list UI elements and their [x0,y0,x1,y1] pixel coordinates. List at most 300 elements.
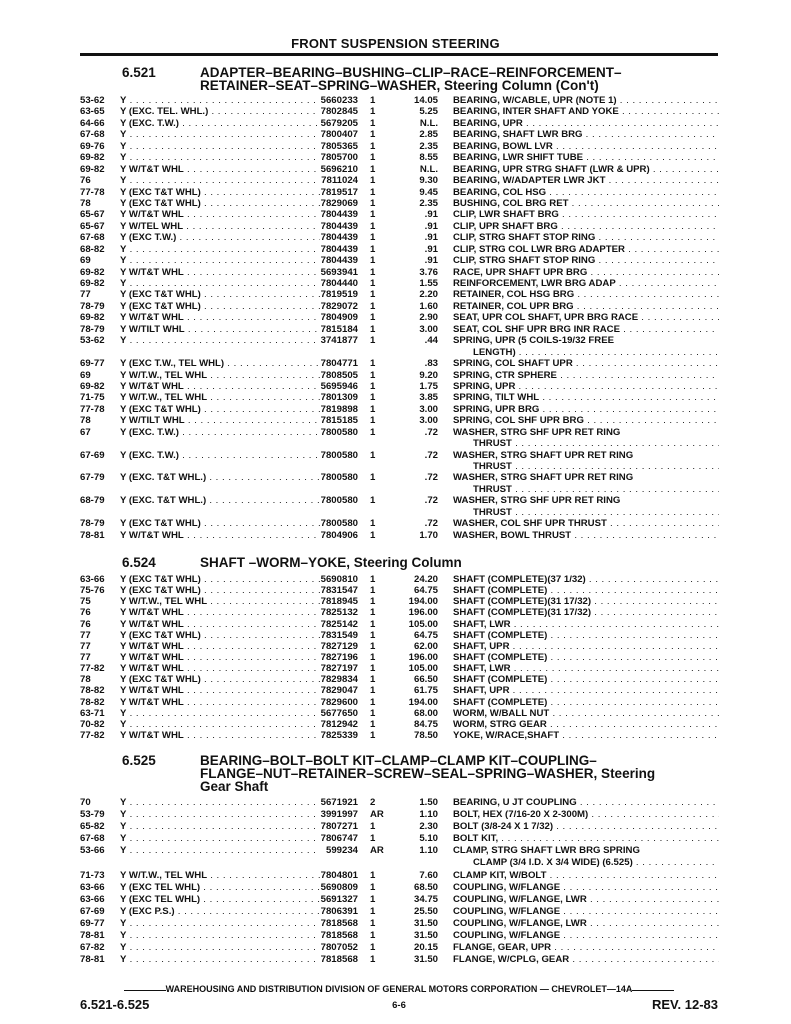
application: Y . . . [120,821,320,833]
table-row [80,833,720,845]
year: 78 [80,674,91,686]
application: Y . . . [120,708,320,719]
part-number: 7804439 [320,220,358,232]
table-row [80,882,720,894]
quantity: 1 [370,881,376,893]
quantity: 1 [370,596,376,608]
application: Y . . . [120,95,320,106]
quantity: 1 [370,718,376,730]
quantity: 1 [370,472,376,484]
part-number: 7825142 [320,618,358,630]
part-number: 5693941 [320,266,358,278]
table-row [80,495,720,518]
table-row [80,427,720,450]
table-row [80,663,720,674]
part-number: 7819519 [320,289,358,301]
application: Y W/T.W., TEL WHL . . . [120,370,320,381]
price: 84.75 [413,718,438,730]
application: Y W/T&T WHL . . . [120,730,320,741]
description: SHAFT, UPR . . . [453,641,719,652]
quantity: 1 [370,95,376,106]
quantity: 1 [370,106,376,118]
footer-publisher: WAREHOUSING AND DISTRIBUTION DIVISION OF GENERAL MOTORS CORPORATION — CHEVROLET—14A [165,984,633,994]
part-number: 7819898 [320,403,358,415]
part-number: 7818568 [320,930,358,942]
table-row [80,312,720,323]
year: 53-62 [80,95,105,106]
year: 67-82 [80,942,105,954]
year: 63-71 [80,707,105,719]
table-row [80,630,720,641]
year: 68-82 [80,243,105,255]
year: 69-77 [80,358,105,370]
price: 3.00 [419,403,438,415]
quantity: 1 [370,685,376,697]
part-number: 7819517 [320,186,358,198]
quantity: 1 [370,426,376,438]
table-row [80,472,720,495]
section-title-line: ADAPTER–BEARING–BUSHING–CLIP–RACE–REINFORCEMENT– [200,65,622,80]
description: CLIP, STRG SHAFT STOP RING . . . [453,255,719,266]
year: 67-68 [80,232,105,244]
description: COUPLING, W/FLANGE . . . [453,930,719,942]
description: BOLT (3/8-24 X 1 7/32) . . . [453,821,719,833]
application: Y W/T.W., TEL WHL . . . [120,596,320,607]
part-number: 7800580 [320,472,358,484]
table-row [80,415,720,426]
application: Y (EXC. TEL. WHL.) . . . [120,106,320,117]
price: 8.55 [419,152,438,164]
description: CLIP, LWR SHAFT BRG . . . [453,209,719,220]
year: 64-66 [80,117,105,129]
year: 63-65 [80,106,105,118]
price: 31.50 [413,954,438,966]
part-number: 7806391 [320,905,358,917]
table-row [80,232,720,243]
year: 76 [80,618,91,630]
table-row [80,175,720,186]
description: SPRING, TILT WHL . . . [453,392,719,403]
description: BOLT, HEX (7/16-20 X 2-300M) . . . [453,809,719,821]
description: SHAFT (COMPLETE) . . . [453,674,719,685]
year: 78-82 [80,696,105,708]
year: 63-66 [80,881,105,893]
year: 69-82 [80,152,105,164]
price: .72 [424,495,438,507]
description: BEARING, U JT COUPLING . . . [453,797,719,809]
application: Y (EXC. T.W.) . . . [120,450,320,461]
year: 65-82 [80,821,105,833]
price: 62.00 [413,640,438,652]
quantity: 1 [370,175,376,187]
description: WASHER, STRG SHAFT UPR RET RING [453,472,634,484]
quantity: 1 [370,574,376,585]
year: 67 [80,426,91,438]
section-6-524 [80,556,720,741]
application: Y (EXC TEL WHL) . . . [120,882,320,894]
description: FLANGE, GEAR, UPR . . . [453,942,719,954]
part-number: 7831549 [320,629,358,641]
quantity: 1 [370,869,376,881]
quantity: 1 [370,954,376,966]
application: Y (EXC T&T WHL) . . . [120,187,320,198]
year: 69-82 [80,380,105,392]
price: 5.25 [419,106,438,118]
application: Y W/T&T WHL . . . [120,381,320,392]
part-number: 7815185 [320,415,358,427]
part-number: 7800580 [320,518,358,530]
part-number: 7804801 [320,869,358,881]
table-row [80,370,720,381]
price: N.L. [419,117,438,129]
description: CLAMP, STRG SHAFT LWR BRG SPRING [453,845,640,857]
year: 69-82 [80,278,105,289]
price: 25.50 [413,905,438,917]
application: Y (EXC T&T WHL) . . . [120,630,320,641]
price: 64.75 [413,629,438,641]
part-number: 7804771 [320,358,358,370]
table-row [80,381,720,392]
price: .72 [424,449,438,461]
year: 75 [80,596,91,608]
application: Y (EXC T&T WHL) . . . [120,518,320,529]
section-number: 6.524 [122,555,156,570]
application: Y . . . [120,278,320,289]
quantity: 1 [370,358,376,370]
price: 31.50 [413,917,438,929]
table-row [80,450,720,473]
description: COUPLING, W/FLANGE, LWR . . . [453,918,719,930]
price: 64.75 [413,585,438,597]
application: Y W/TILT WHL . . . [120,415,320,426]
description: SPRING, CTR SPHERE . . . [453,370,719,381]
description: RACE, UPR SHAFT UPR BRG . . . [453,267,719,278]
quantity: 1 [370,335,376,347]
quantity: 1 [370,729,376,741]
description: BEARING, COL HSG . . . [453,187,719,198]
application: Y (EXC TEL WHL) . . . [120,894,320,906]
year: 67-69 [80,905,105,917]
quantity: 1 [370,323,376,335]
part-number: 7829072 [320,300,358,312]
price: 1.10 [419,809,438,821]
application: Y . . . [120,845,320,857]
application: Y W/T&T WHL . . . [120,663,320,674]
year: 69-82 [80,266,105,278]
table-row [80,845,720,869]
table-row [80,942,720,954]
part-number: 5690809 [320,881,358,893]
year: 76 [80,175,91,187]
application: Y (EXC. T.W.) . . . [120,118,320,129]
table-row [80,954,720,966]
year: 53-79 [80,809,105,821]
description: SHAFT (COMPLETE) . . . [453,630,719,641]
description-continued: THRUST . . . [473,438,719,449]
description-continued: THRUST . . . [473,461,719,472]
quantity: 1 [370,893,376,905]
price: 31.50 [413,930,438,942]
part-number: 3991997 [320,809,358,821]
table-row [80,797,720,809]
table-row [80,404,720,415]
table-row [80,821,720,833]
quantity: 1 [370,266,376,278]
description: SHAFT (COMPLETE)(31 17/32) . . . [453,596,719,607]
description: COUPLING, W/FLANGE . . . [453,906,719,918]
description: REINFORCEMENT, LWR BRG ADAP . . . [453,278,719,289]
description: WASHER, COL SHF UPR THRUST . . . [453,518,719,529]
table-row [80,607,720,618]
part-number: 7805700 [320,152,358,164]
quantity: 1 [370,163,376,175]
section-number: 6.525 [122,753,156,768]
table-row [80,730,720,741]
year: 78-79 [80,518,105,530]
section-title-line: FLANGE–NUT–RETAINER–SCREW–SEAL–SPRING–WASHER, Steering [200,766,656,781]
quantity: 1 [370,243,376,255]
price: 14.05 [413,95,438,106]
price: .91 [424,232,438,244]
application: Y W/T&T WHL . . . [120,209,320,220]
part-number: 7807052 [320,942,358,954]
year: 78-79 [80,300,105,312]
price: .72 [424,426,438,438]
year: 69 [80,369,91,381]
footer-publisher-line [80,984,718,994]
parts-list [80,797,720,966]
price: 1.70 [419,529,438,541]
description: SPRING, UPR . . . [453,381,719,392]
quantity: 1 [370,117,376,129]
description: SPRING, UPR BRG . . . [453,404,719,415]
year: 77-78 [80,186,105,198]
application: Y (EXC T.W.) . . . [120,232,320,243]
year: 77 [80,629,91,641]
table-row [80,674,720,685]
quantity: 1 [370,674,376,686]
application: Y . . . [120,954,320,966]
part-number: 599234 [325,845,358,857]
price: .91 [424,255,438,267]
table-row [80,574,720,585]
part-number: 7804439 [320,243,358,255]
year: 70 [80,797,91,808]
description-continued: THRUST . . . [473,484,719,495]
year: 53-62 [80,335,105,347]
page-number: 6-6 [392,1000,406,1011]
application: Y . . . [120,797,320,809]
table-row [80,324,720,335]
section-title-line: BEARING–BOLT–BOLT KIT–CLAMP–CLAMP KIT–COUPLING– [200,753,597,768]
part-number: 7818945 [320,596,358,608]
part-number: 3741877 [320,335,358,347]
price: 2.35 [419,197,438,209]
quantity: AR [370,845,384,857]
part-number: 7806747 [320,833,358,845]
table-row [80,906,720,918]
year: 69-82 [80,312,105,324]
description: RETAINER, COL HSG BRG . . . [453,289,719,300]
section-title-line: SHAFT –WORM–YOKE, Steering Column [200,555,462,570]
quantity: 1 [370,403,376,415]
part-number: 7812942 [320,718,358,730]
price: 1.55 [419,278,438,289]
price: .91 [424,209,438,221]
quantity: 1 [370,696,376,708]
quantity: 1 [370,905,376,917]
section-heading [80,66,720,92]
price: 9.20 [419,369,438,381]
year: 77 [80,651,91,663]
application: Y . . . [120,918,320,930]
price: 194.00 [408,696,438,708]
year: 77-78 [80,403,105,415]
application: Y W/T&T WHL . . . [120,312,320,323]
year: 78-82 [80,685,105,697]
quantity: 2 [370,797,376,808]
part-number: 5690810 [320,574,358,585]
part-number: 7800580 [320,495,358,507]
year: 70-82 [80,718,105,730]
application: Y (EXC. T&T WHL.) . . . [120,472,320,483]
description-continued: THRUST . . . [473,507,719,518]
footer-revision: REV. 12-83 [651,997,718,1012]
part-number: 5695946 [320,380,358,392]
part-number: 7827196 [320,651,358,663]
part-number: 7805365 [320,140,358,152]
part-number: 7804909 [320,312,358,324]
table-row [80,164,720,175]
year: 78-81 [80,529,105,541]
quantity: 1 [370,629,376,641]
application: Y W/T&T WHL . . . [120,607,320,618]
application: Y W/T&T WHL . . . [120,685,320,696]
description: SHAFT (COMPLETE)(31 17/32) . . . [453,607,719,618]
description: FLANGE, W/CPLG, GEAR . . . [453,954,719,966]
price: 2.35 [419,140,438,152]
table-row [80,585,720,596]
part-number: 7829834 [320,674,358,686]
application: Y . . . [120,942,320,954]
quantity: 1 [370,255,376,267]
section-heading [80,556,720,569]
application: Y (EXC P.S.) . . . [120,906,320,918]
application: Y W/T&T WHL . . . [120,619,320,630]
part-number: 7831547 [320,585,358,597]
table-row [80,652,720,663]
quantity: 1 [370,942,376,954]
application: Y W/T&T WHL . . . [120,697,320,708]
quantity: 1 [370,415,376,427]
description: BEARING, LWR SHIFT TUBE . . . [453,152,719,163]
quantity: 1 [370,140,376,152]
application: Y . . . [120,141,320,152]
quantity: 1 [370,707,376,719]
price: 1.75 [419,380,438,392]
section-6-521 [80,66,720,541]
price: 24.20 [413,574,438,585]
description-continued: CLAMP (3/4 I.D. X 3/4 WIDE) (6.525) . . . [473,857,719,869]
description: CLAMP KIT, W/BOLT . . . [453,870,719,882]
description: WORM, W/BALL NUT . . . [453,708,719,719]
description: SHAFT, UPR . . . [453,685,719,696]
year: 69 [80,255,91,267]
application: Y . . . [120,175,320,186]
table-row [80,530,720,541]
application: Y (EXC T&T WHL) . . . [120,674,320,685]
price: .72 [424,472,438,484]
part-number: 5677650 [320,707,358,719]
year: 76 [80,607,91,619]
table-row [80,221,720,232]
price: 105.00 [408,618,438,630]
table-row [80,809,720,821]
application: Y W/T&T WHL . . . [120,652,320,663]
part-number: 7800580 [320,426,358,438]
price: 3.00 [419,323,438,335]
table-row [80,708,720,719]
table-row [80,118,720,129]
table-row [80,129,720,140]
section-6-525 [80,754,720,966]
table-row [80,596,720,607]
year: 75-76 [80,585,105,597]
application: Y W/TEL WHL . . . [120,221,320,232]
description: CLIP, UPR SHAFT BRG . . . [453,221,719,232]
table-row [80,358,720,369]
price: 68.50 [413,881,438,893]
table-row [80,209,720,220]
year: 77-82 [80,663,105,675]
quantity: 1 [370,449,376,461]
table-row [80,894,720,906]
table-row [80,255,720,266]
part-number: 7804440 [320,278,358,289]
application: Y (EXC T&T WHL) . . . [120,404,320,415]
table-row [80,619,720,630]
part-number: 7811024 [321,175,358,187]
year: 78-81 [80,930,105,942]
price: .91 [424,243,438,255]
year: 67-68 [80,833,105,845]
application: Y (EXC T&T WHL) . . . [120,198,320,209]
price: .83 [424,358,438,370]
price: .44 [424,335,438,347]
quantity: 1 [370,663,376,675]
quantity: AR [370,809,384,821]
part-number: 7829600 [320,696,358,708]
price: 68.00 [413,707,438,719]
price: 9.45 [419,186,438,198]
part-number: 7802845 [320,106,358,118]
application: Y (EXC T.W., TEL WHL) . . . [120,358,320,369]
price: 66.50 [413,674,438,686]
quantity: 1 [370,129,376,141]
price: 5.10 [419,833,438,845]
description: BEARING, SHAFT LWR BRG . . . [453,129,719,140]
part-number: 7825132 [320,607,358,619]
header-rule [80,53,718,56]
price: 105.00 [408,663,438,675]
table-row [80,697,720,708]
application: Y . . . [120,255,320,266]
year: 78 [80,197,91,209]
quantity: 1 [370,278,376,289]
application: Y (EXC T&T WHL) . . . [120,585,320,596]
application: Y . . . [120,129,320,140]
part-number: 7808505 [320,369,358,381]
